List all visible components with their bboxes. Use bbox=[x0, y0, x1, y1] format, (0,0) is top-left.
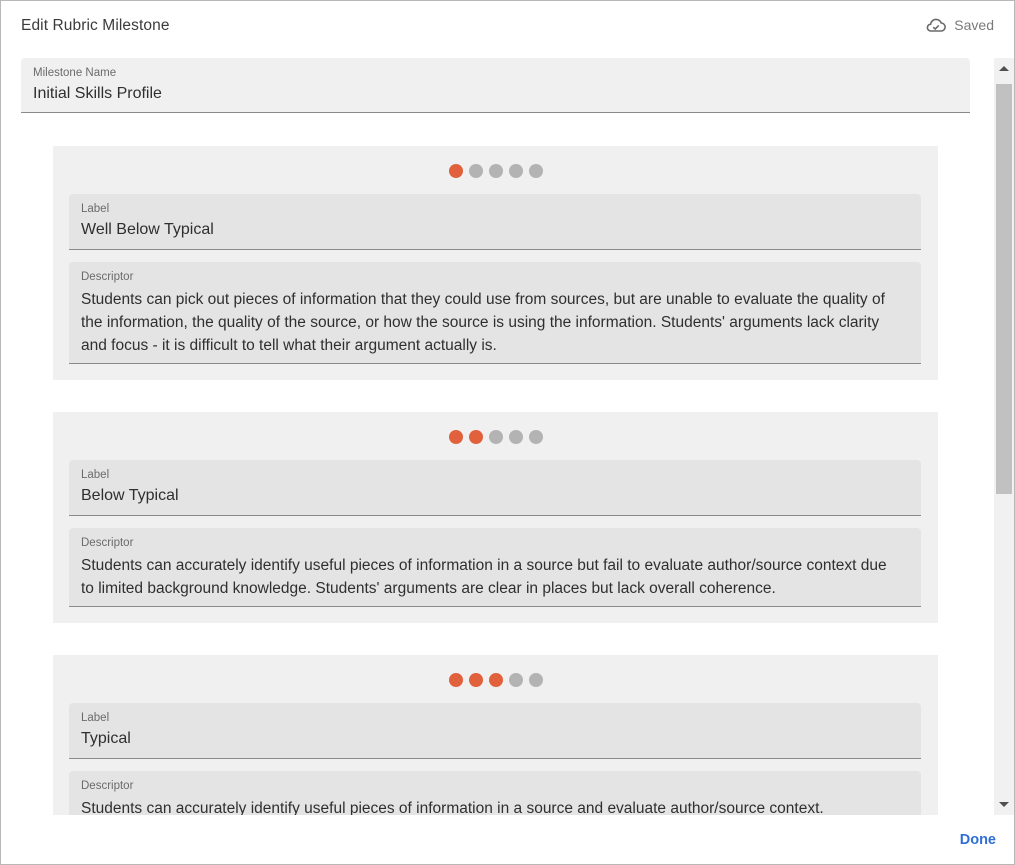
level-descriptor-field[interactable] bbox=[69, 771, 921, 815]
rating-dot[interactable] bbox=[469, 673, 483, 687]
level-label-input[interactable]: Typical bbox=[81, 730, 131, 747]
dialog-title: Edit Rubric Milestone bbox=[21, 17, 170, 34]
rating-dot[interactable] bbox=[509, 164, 523, 178]
scroll-down-arrow-icon[interactable] bbox=[994, 796, 1014, 813]
saved-status bbox=[926, 17, 994, 33]
rating-dot[interactable] bbox=[469, 164, 483, 178]
level-descriptor-input[interactable]: Students can accurately identify useful pieces of information in a source but fail to evaluate author/source context due to limited background knowledge. Students' arguments are clear in places but lack overall coherence. bbox=[81, 557, 887, 597]
level-label-caption: Label bbox=[81, 203, 110, 215]
level-card bbox=[53, 146, 938, 380]
level-label-field[interactable] bbox=[69, 703, 921, 759]
saved-label: Saved bbox=[954, 17, 994, 33]
milestone-name-input[interactable]: Initial Skills Profile bbox=[33, 85, 162, 102]
rating-dot[interactable] bbox=[489, 430, 503, 444]
rating-dot[interactable] bbox=[509, 673, 523, 687]
level-descriptor-caption: Descriptor bbox=[81, 780, 134, 792]
level-descriptor-field[interactable] bbox=[69, 528, 921, 607]
rating-dot[interactable] bbox=[449, 673, 463, 687]
dialog-header bbox=[21, 17, 994, 39]
level-descriptor-caption: Descriptor bbox=[81, 537, 134, 549]
rating-dots bbox=[53, 430, 938, 444]
rating-dot[interactable] bbox=[529, 673, 543, 687]
level-label-field[interactable] bbox=[69, 194, 921, 250]
rating-dot[interactable] bbox=[529, 430, 543, 444]
milestone-name-field[interactable] bbox=[21, 58, 970, 113]
rating-dot[interactable] bbox=[449, 164, 463, 178]
level-label-input[interactable]: Below Typical bbox=[81, 487, 179, 504]
rating-dot[interactable] bbox=[509, 430, 523, 444]
rating-dots bbox=[53, 164, 938, 178]
scrollbar-thumb[interactable] bbox=[996, 84, 1012, 494]
level-label-caption: Label bbox=[81, 712, 110, 724]
rating-dot[interactable] bbox=[489, 164, 503, 178]
rating-dot[interactable] bbox=[449, 430, 463, 444]
level-label-input[interactable]: Well Below Typical bbox=[81, 221, 214, 238]
level-label-field[interactable] bbox=[69, 460, 921, 516]
vertical-scrollbar[interactable] bbox=[994, 58, 1014, 815]
level-descriptor-input[interactable]: Students can accurately identify useful pieces of information in a source and evaluate author/source context. bbox=[81, 800, 824, 815]
scroll-up-arrow-icon[interactable] bbox=[994, 60, 1014, 77]
rating-dot[interactable] bbox=[469, 430, 483, 444]
level-label-caption: Label bbox=[81, 469, 110, 481]
level-descriptor-input[interactable]: Students can pick out pieces of information that they could use from sources, but are unable to evaluate the quality of the information, the quality of the source, or how the source is using the information. Students' arguments lack clarity and focus - it is difficult to tell what their argument actually is. bbox=[81, 291, 885, 354]
dialog-content bbox=[1, 58, 994, 815]
rating-dot[interactable] bbox=[529, 164, 543, 178]
level-descriptor-caption: Descriptor bbox=[81, 271, 134, 283]
cloud-check-icon bbox=[926, 17, 946, 33]
rating-dots bbox=[53, 673, 938, 687]
done-button[interactable]: Done bbox=[959, 832, 996, 848]
level-descriptor-field[interactable] bbox=[69, 262, 921, 364]
level-card bbox=[53, 655, 938, 815]
rating-dot[interactable] bbox=[489, 673, 503, 687]
level-card bbox=[53, 412, 938, 623]
milestone-name-label: Milestone Name bbox=[33, 67, 117, 79]
